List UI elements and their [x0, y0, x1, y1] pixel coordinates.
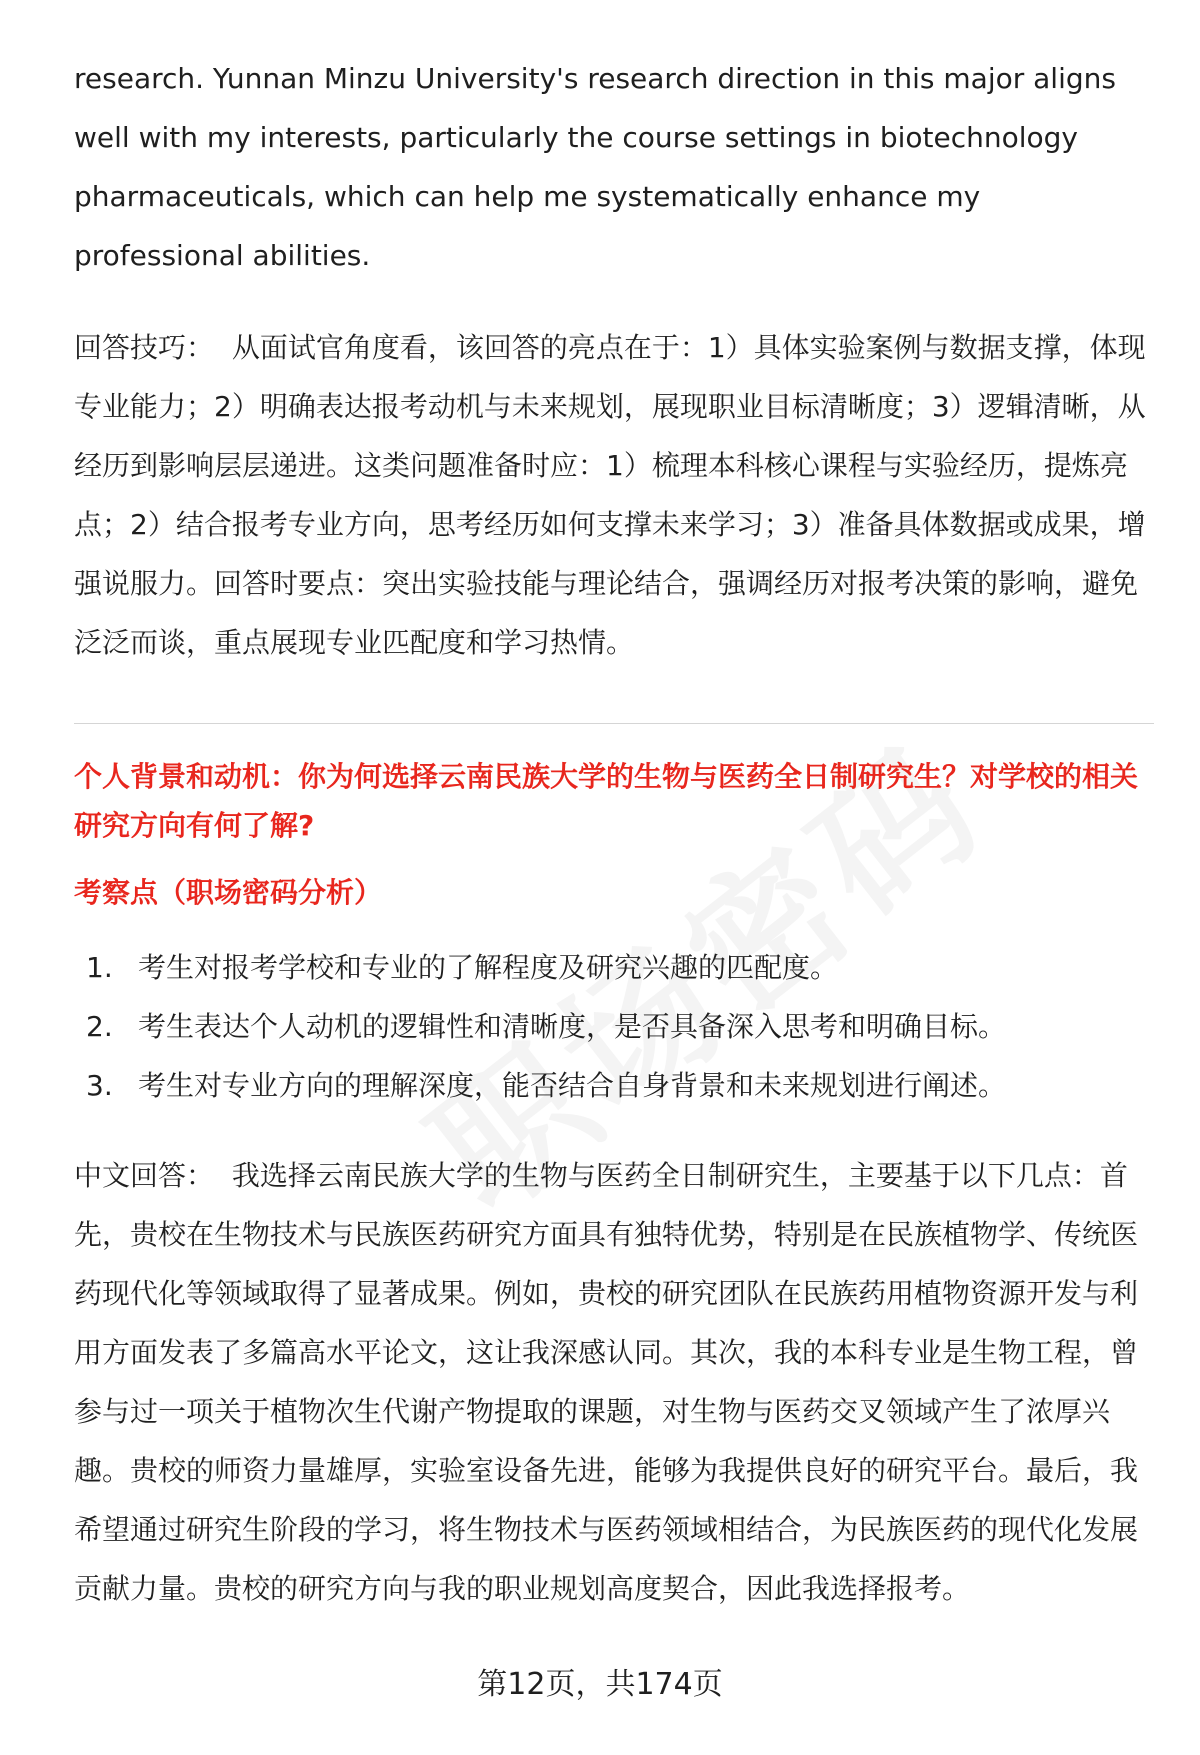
chinese-answer-label: 中文回答： — [74, 1159, 215, 1192]
exam-point-item — [74, 997, 1154, 1056]
exam-point-number: 2. — [86, 1010, 113, 1043]
exam-point-text: 考生对专业方向的理解深度，能否结合自身背景和未来规划进行阐述。 — [138, 1069, 1007, 1102]
answer-tips-text: 从面试官角度看，该回答的亮点在于：1）具体实验案例与数据支撑，体现专业能力；2）明确表达报考动机与未来规划，展现职业目标清晰度；3）逻辑清晰，从经历到影响层层递进。这类问题准备时应：1）梳理本科核心课程与实验经历，提炼亮点；2）结合报考专业方向，思考经历如何支撑未来学习；3）准备具体数据或成果，增强说服力。回答时要点：突出实验技能与理论结合，强调经历对报考决策的影响，避免泛泛而谈，重点展现专业匹配度和学习热情。 — [74, 331, 1146, 659]
exam-point-item — [74, 938, 1154, 997]
exam-point-text: 考生对报考学校和专业的了解程度及研究兴趣的匹配度。 — [138, 951, 839, 984]
exam-point-number: 1. — [86, 951, 113, 984]
exam-point-text: 考生表达个人动机的逻辑性和清晰度，是否具备深入思考和明确目标。 — [138, 1010, 1007, 1043]
exam-point-heading: 考察点（职场密码分析） — [74, 876, 383, 909]
question-heading: 个人背景和动机：你为何选择云南民族大学的生物与医药全日制研究生？对学校的相关研究方向有何了解? — [74, 760, 1139, 842]
exam-point-item — [74, 1056, 1154, 1115]
exam-points-list — [74, 938, 1154, 1115]
section-divider — [74, 723, 1154, 724]
answer-tips-paragraph — [74, 318, 1154, 672]
exam-point-number: 3. — [86, 1069, 113, 1102]
intro-english-paragraph: research. Yunnan Minzu University's research direction in this major aligns well with my interests, particularly the course settings in biotechnology pharmaceuticals, which can help me systematically enhance my professional abilities. — [74, 62, 1116, 272]
chinese-answer-paragraph — [74, 1146, 1154, 1618]
answer-tips-label: 回答技巧： — [74, 331, 215, 364]
chinese-answer-text: 我选择云南民族大学的生物与医药全日制研究生，主要基于以下几点：首先，贵校在生物技术与民族医药研究方面具有独特优势，特别是在民族植物学、传统医药现代化等领域取得了显著成果。例如，贵校的研究团队在民族药用植物资源开发与利用方面发表了多篇高水平论文，这让我深感认同。其次，我的本科专业是生物工程，曾参与过一项关于植物次生代谢产物提取的课题，对生物与医药交叉领域产生了浓厚兴趣。贵校的师资力量雄厚，实验室设备先进，能够为我提供良好的研究平台。最后，我希望通过研究生阶段的学习，将生物技术与医药领域相结合，为民族医药的现代化发展贡献力量。贵校的研究方向与我的职业规划高度契合，因此我选择报考。 — [74, 1159, 1139, 1605]
page-number-footer: 第12页，共174页 — [477, 1667, 723, 1702]
